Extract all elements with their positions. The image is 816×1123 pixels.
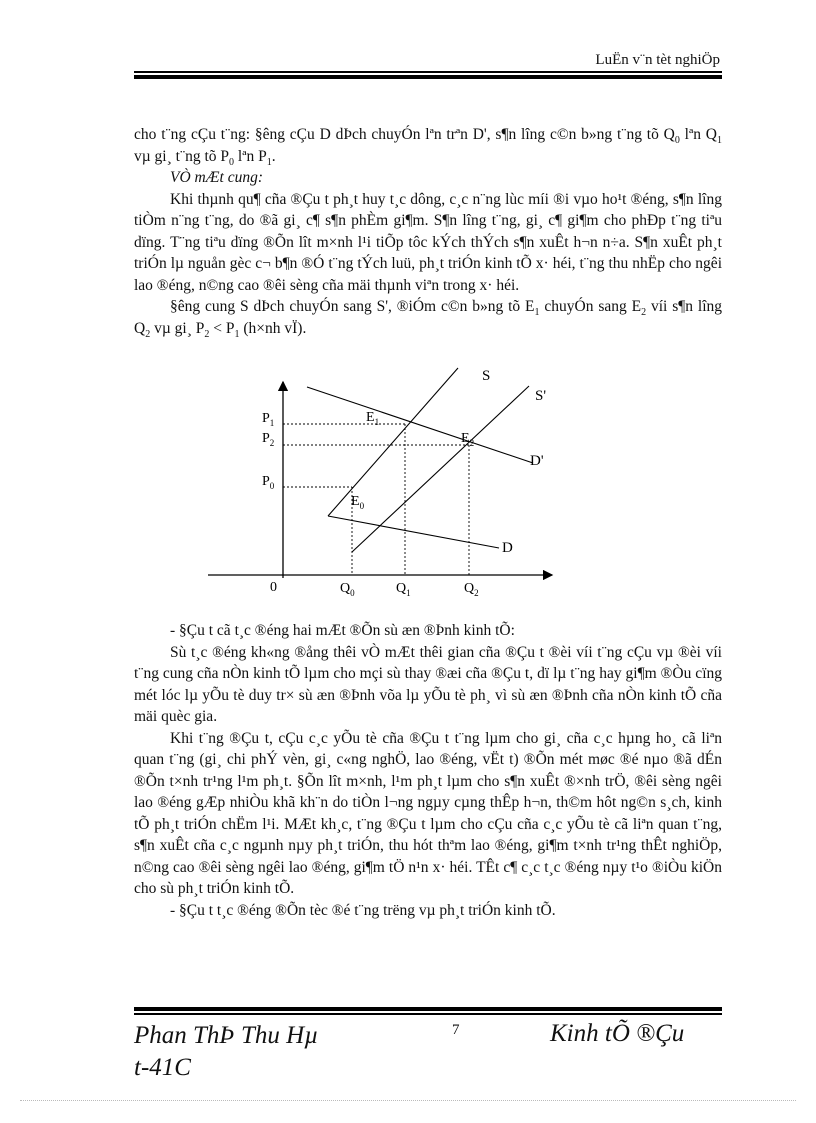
paragraph-stability: Sù t¸c ®éng kh«ng ®ång thêi vÒ mÆt thêi gian cña ®Çu t ®èi víi t¨ng cÇu vµ ®èi víi t¨ng cung cña nÒn kinh tÕ lµm cho mçi sù thay ®æi cña ®Çu t, dï lµ t¨ng hay gi¶m ®Òu cïng mét lóc lµ yÕu tè duy tr× sù æn ®Þnh võa lµ yÕu tè ph¸ vì sù æn ®Þnh cña nÒn kinh tÕ cña mäi quèc gia. [134, 643, 722, 725]
label-e0: $E_0$ [351, 494, 365, 511]
label-s: S [482, 368, 491, 384]
header-rule-thin [134, 71, 722, 73]
label-p1: $P_1$ [262, 411, 275, 428]
demand-curve-d-prime [307, 387, 533, 463]
header-title: LuËn v¨n tèt nghiÖp [595, 52, 720, 68]
label-p2: $P_2$ [262, 431, 275, 448]
label-e1: $E_1$ [366, 410, 380, 427]
page-bottom-border [20, 1100, 796, 1101]
footer-author-name: Phan ThÞ Thu Hµ [134, 1022, 319, 1049]
label-p0: $P_0$ [262, 474, 275, 491]
header-rule-thick [134, 75, 722, 79]
bullet-growth: - §Çu t t¸c ®éng ®Õn tèc ®é t¨ng trëng vµ ph¸t triÓn kinh tÕ. [170, 901, 556, 919]
body-top [134, 124, 722, 339]
label-q0: $Q_0$ [340, 581, 355, 598]
page-number: 7 [452, 1022, 460, 1038]
footer-department: Kinh tÕ ®Çu [550, 1020, 685, 1047]
label-d: D [502, 540, 513, 556]
footer-rule-thin [134, 1013, 722, 1015]
paragraph-supply-shift: §êng cung S dÞch chuyÓn sang S', ®iÓm c©n b»ng tõ $E_1$ chuyÓn sang $E_2$ víi s¶n lîng $Q_2$ vµ gi¸ $P_2 < P_1$ (h×nh vÏ). [134, 298, 723, 340]
bullet-stability: - §Çu t cã t¸c ®éng hai mÆt ®Õn sù æn ®Þnh kinh tÕ: [170, 622, 515, 639]
label-s-prime: S' [535, 388, 547, 404]
demand-curve-d [328, 516, 499, 548]
paragraph-inflation: Khi t¨ng ®Çu t, cÇu c¸c yÕu tè cña ®Çu t t¨ng lµm cho gi¸ cña c¸c hµng ho¸ cã liªn quan t¨ng (gi¸ chi phÝ vèn, gi¸ c«ng nghÖ, lao ®éng, vËt t) ®Õn mét møc ®é nµo ®ã dÉn ®Õn t×nh tr¹ng l¹m ph¸t. §Õn lît m×nh, l¹m ph¸t lµm cho s¶n xuÊt ®×nh trÖ, ®êi sèng ngêi lao ®éng gÆp nhiÒu khã kh¨n do tiÒn l¬ng ngµy cµng thÊp h¬n, th©m hôt ng©n s¸ch, kinh tÕ ph¸t triÓn chËm l¹i. MÆt kh¸c, t¨ng ®Çu t lµm cho cÇu cña c¸c yÕu tè cã liªn quan t¨ng, s¶n xuÊt cña c¸c ngµnh nµy ph¸t triÓn, thu hót thªm lao ®éng, gi¶m t×nh tr¹ng thÊt nghiÖp, n©ng cao ®êi sèng ngêi lao ®éng, gi¶m tÖ n¹n x· héi. TÊt c¶ c¸c t¸c ®éng nµy t¹o ®iÒu kiÖn cho sù ph¸t triÓn kinh tÕ. [134, 729, 722, 897]
supply-curve-s [328, 368, 458, 516]
footer-author [134, 1020, 319, 1084]
label-q1: $Q_1$ [396, 581, 411, 598]
label-q2: $Q_2$ [464, 581, 479, 598]
footer-rule-thick [134, 1007, 722, 1011]
paragraph-supply: Khi thµnh qu¶ cña ®Çu t ph¸t huy t¸c dông, c¸c n¨ng lùc míi ®i vµo ho¹t ®éng, s¶n lîng tiÒm n¨ng t¨ng, do ®ã gi¸ c¶ s¶n phÈm gi¶m. S¶n lîng t¨ng, gi¸ c¶ gi¶m cho phÐp t¨ng tiªu dïng. T¨ng tiªu dïng ®Õn lît m×nh l¹i tiÕp tôc kÝch thÝch s¶n xuÊt h¬n n÷a. S¶n xuÊt ph¸t triÓn lµ nguån gèc c¬ b¶n ®Ó t¨ng tÝch luü, ph¸t triÓn kinh tÕ x· héi, t¨ng thu nhËp cho ngêi lao ®éng, n©ng cao ®êi sèng cña mäi thµnh viªn trong x· héi. [134, 190, 722, 294]
body-bottom [134, 620, 722, 921]
label-e2: $E_2$ [461, 431, 475, 448]
supply-demand-diagram [190, 360, 570, 600]
supply-heading: VÒ mÆt cung: [170, 169, 263, 186]
label-d-prime: D' [530, 453, 544, 469]
footer-author-class: t-41C [134, 1054, 191, 1081]
paragraph-demand: cho t¨ng cÇu t¨ng: §êng cÇu D dÞch chuyÓn lªn trªn D', s¶n lîng c©n b»ng t¨ng tõ $Q_0$ lªn $Q_1$ vµ gi¸ t¨ng tõ $P_0$ lªn $P_1$. [134, 126, 722, 168]
label-origin: 0 [270, 580, 277, 595]
